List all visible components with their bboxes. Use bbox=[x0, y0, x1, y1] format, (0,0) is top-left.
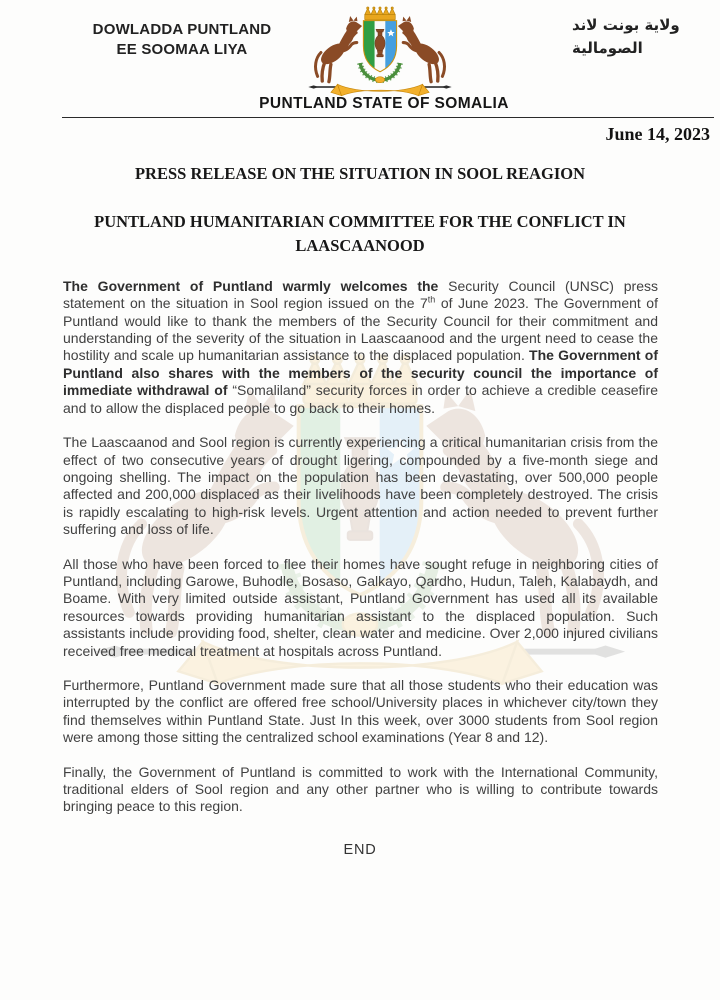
body-paragraphs bbox=[63, 278, 658, 816]
paragraph bbox=[63, 764, 658, 816]
paragraph bbox=[63, 434, 658, 538]
arabic-name-line2: الصومالية bbox=[572, 39, 643, 58]
date: June 14, 2023 bbox=[605, 124, 710, 144]
arabic-name bbox=[572, 14, 718, 61]
header-divider bbox=[62, 117, 714, 118]
org-name-line1: DOWLADDA PUNTLAND bbox=[92, 21, 272, 38]
text-run: All those who have been forced to flee their homes have sought refuge in neighboring cities of Puntland, including Garowe, Buhodle, Bosaso, Galkayo, Qardho, Hudun, Taleh, Kalabaydh, and Boame. With very limited outside assistant, Puntland Government has used all its available resources towards providing humanitarian assistant to the displaced population. Such assistants include providing food, shelter, clean water and medicine. Over 2,000 injured civilians received free medical treatment at hospitals across Puntland. bbox=[63, 555, 658, 659]
document-body bbox=[0, 121, 720, 858]
text-run: of June 2023. The Government of Puntland would like to thank the members of the Security Council for their commitment and understanding of the severity of the situation in Laascaanood and the urgent need to cease the hostility and scale up humanitarian assistance to the displaced population. bbox=[63, 295, 658, 364]
text-run: The Government of Puntland also shares with the members of the security council the importance of immediate withdrawal of bbox=[63, 347, 658, 399]
paragraph bbox=[63, 556, 658, 660]
text-run: Security Council (UNSC) press statement on the situation in Sool region issued on the 7 bbox=[63, 277, 658, 312]
text-run: The Government of Puntland warmly welcomes the bbox=[63, 277, 449, 294]
committee-subtitle: PUNTLAND HUMANITARIAN COMMITTEE FOR THE CONFLICT IN LAASCAANOOD bbox=[94, 212, 626, 255]
text-run: The Laascaanod and Sool region is currently experiencing a critical humanitarian crisis from the effect of two consecutive years of drought ligering, compounded by a five-month siege and ongoing shelling. The impact on the population has been devastating, over 500,000 people affected and 200,000 displaced as their livelihoods have been completely destroyed. The crisis is rapidly escalating to high-risk levels. Urgent attention and action needed to prevent further suffering and loss of life. bbox=[63, 434, 658, 538]
paragraph bbox=[63, 278, 658, 417]
end-marker: END bbox=[343, 841, 377, 858]
text-run: “Somaliland” security forces in order to achieve a credible ceasefire and to allow the displaced people to go back to their homes. bbox=[63, 382, 658, 416]
arabic-name-line1: ولاية بونت لاند bbox=[572, 16, 680, 34]
press-release-title: PRESS RELEASE ON THE SITUATION IN SOOL REAGION bbox=[134, 164, 586, 183]
text-run: Furthermore, Puntland Government made sure that all those students who their education was interrupted by the conflict are offered free school/University places in whichever city/town they find themselves within Puntland State. Just In this week, over 3000 students from Sool region were among those sitting the centralized school examinations (Year 8 and 12). bbox=[63, 676, 658, 746]
org-name bbox=[66, 20, 298, 59]
puntland-coat-of-arms-icon bbox=[307, 6, 453, 99]
state-name: PUNTLAND STATE OF SOMALIA bbox=[259, 95, 509, 112]
org-name-line2: EE SOOMAA LIYA bbox=[116, 40, 248, 58]
paragraph bbox=[63, 677, 658, 747]
text-run: Finally, the Government of Puntland is committed to work with the International Community, traditional elders of Sool region and any other partner who is willing to contribute towards bringing peace to this region. bbox=[63, 763, 658, 815]
text-run: th bbox=[427, 294, 436, 305]
